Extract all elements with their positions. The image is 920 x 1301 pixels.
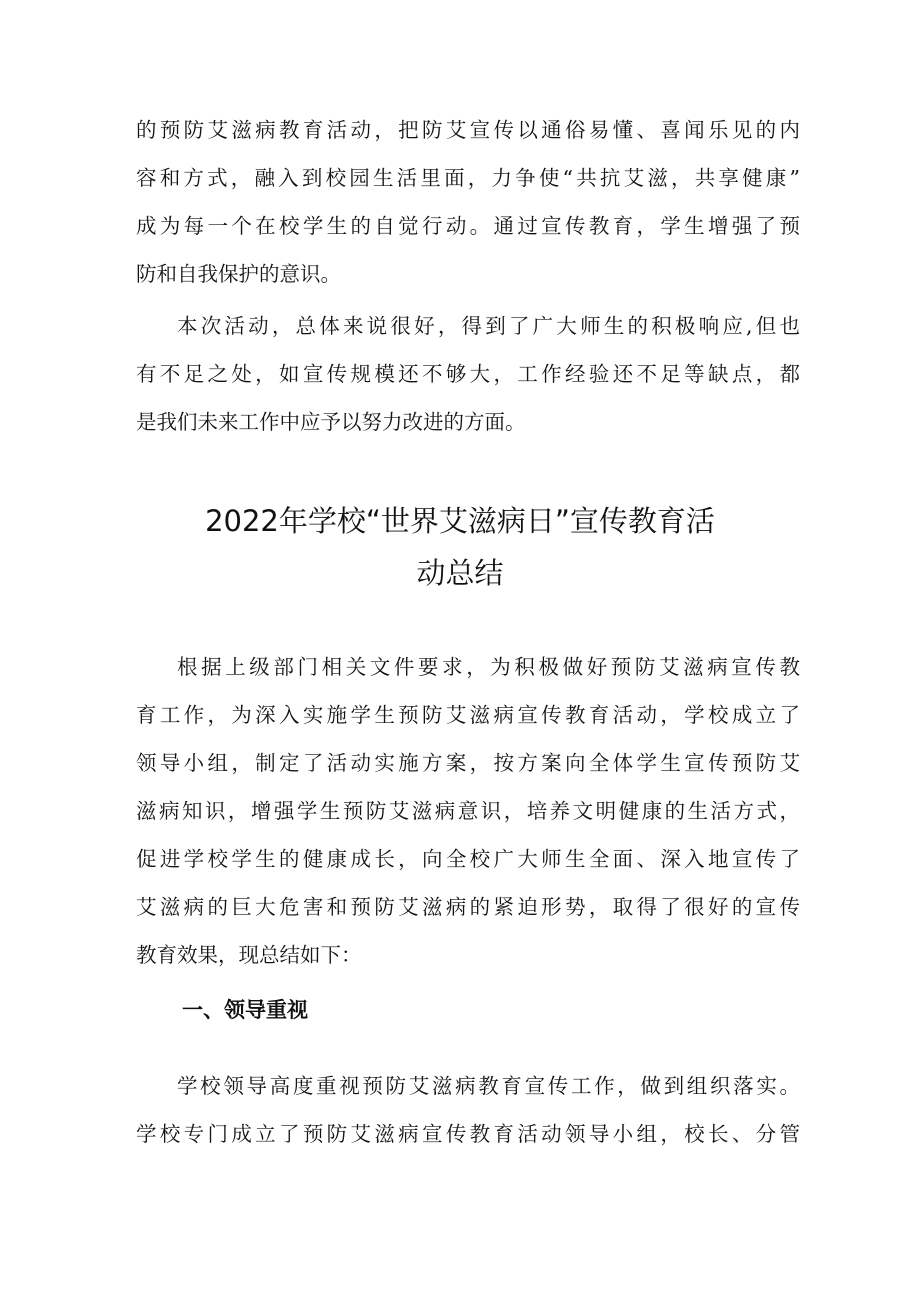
paragraph-line: 的预防艾滋病教育活动，把防艾宣传以通俗易懂、喜闻乐见的内 xyxy=(136,118,800,142)
paragraph-line: 促进学校学生的健康成长，向全校广大师生全面、深入地宣传了 xyxy=(136,847,800,871)
paragraph-line: 根据上级部门相关文件要求，为积极做好预防艾滋病宣传教 xyxy=(177,655,800,679)
paragraph-line: 滋病知识，增强学生预防艾滋病意识，培养文明健康的生活方式， xyxy=(136,799,800,823)
paragraph-line: 有不足之处，如宣传规模还不够大，工作经验还不足等缺点，都 xyxy=(136,362,800,386)
paragraph-line: 成为每一个在校学生的自觉行动。通过宣传教育，学生增强了预 xyxy=(136,214,800,238)
paragraph-line: 学校领导高度重视预防艾滋病教育宣传工作，做到组织落实。 xyxy=(177,1074,800,1098)
paragraph-intro xyxy=(136,643,800,979)
paragraph-line: 本次活动，总体来说很好，得到了广大师生的积极响应,但也 xyxy=(177,314,800,338)
section-heading: 一、领导重视 xyxy=(182,998,308,1022)
paragraph-line: 学校专门成立了预防艾滋病宣传教育活动领导小组，校长、分管 xyxy=(136,1122,800,1146)
paragraph-line: 育工作，为深入实施学生预防艾滋病宣传教育活动，学校成立了 xyxy=(136,703,800,727)
paragraph-conclusion xyxy=(136,302,800,446)
paragraph-continuation xyxy=(136,106,800,298)
paragraph-line: 领导小组，制定了活动实施方案，按方案向全体学生宣传预防艾 xyxy=(136,751,800,775)
document-title-line2: 动总结 xyxy=(416,556,504,590)
paragraph-line: 艾滋病的巨大危害和预防艾滋病的紧迫形势，取得了很好的宣传 xyxy=(136,895,800,919)
paragraph-section1 xyxy=(136,1062,800,1158)
document-title-line1: 2022年学校“世界艾滋病日”宣传教育活 xyxy=(205,504,715,538)
paragraph-line: 教育效果，现总结如下： xyxy=(136,943,362,967)
paragraph-line: 是我们未来工作中应予以努力改进的方面。 xyxy=(136,410,526,434)
paragraph-line: 防和自我保护的意识。 xyxy=(136,262,341,286)
paragraph-line: 容和方式，融入到校园生活里面，力争使“共抗艾滋，共享健康” xyxy=(136,166,800,190)
